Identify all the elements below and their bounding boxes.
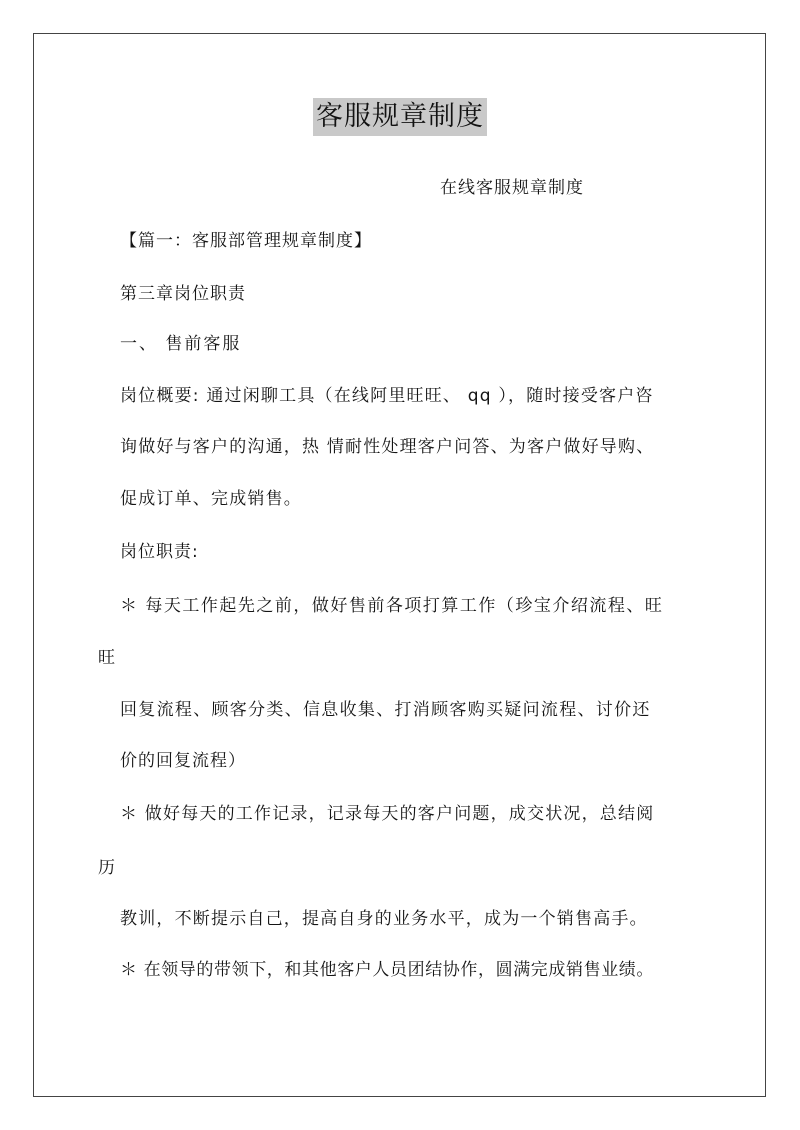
document-title: 客服规章制度 — [313, 98, 487, 136]
bullet-3-line-1: ＊ 在领导的带领下，和其他客户人员团结协作，圆满完成销售业绩。 — [120, 960, 655, 980]
overview-line-1: 岗位概要: 通过闲聊工具（在线阿里旺旺、 qq ），随时接受客户咨 — [120, 386, 654, 406]
bullet-1-line-2: 旺 — [98, 648, 115, 668]
bullet-1-line-3: 回复流程、顾客分类、信息收集、打消顾客购买疑问流程、讨价还 — [120, 700, 651, 720]
page-border — [33, 33, 766, 1097]
bullet-2-line-3: 教训，不断提示自己，提高自身的业务水平，成为一个销售高手。 — [120, 909, 648, 929]
duty-label: 岗位职责: — [120, 542, 199, 562]
bullet-2-line-1: ＊ 做好每天的工作记录，记录每天的客户问题，成交状况，总结阅 — [120, 804, 655, 824]
bullet-1-line-4: 价的回复流程） — [120, 751, 246, 771]
overview-line-3: 促成订单、完成销售。 — [120, 489, 302, 509]
bullet-1-line-1: ＊ 每天工作起先之前，做好售前各项打算工作（珍宝介绍流程、旺 — [120, 596, 664, 616]
section-heading: 【篇一：客服部管理规章制度】 — [120, 231, 372, 251]
chapter-heading: 第三章岗位职责 — [120, 284, 246, 304]
sub-heading-presales: 一、 售前客服 — [120, 334, 242, 354]
bullet-2-line-2: 历 — [98, 858, 115, 878]
document-subtitle: 在线客服规章制度 — [440, 178, 584, 198]
overview-line-2: 询做好与客户的沟通，热 情耐性处理客户问答、为客户做好导购、 — [120, 437, 655, 457]
title-container — [0, 98, 800, 136]
